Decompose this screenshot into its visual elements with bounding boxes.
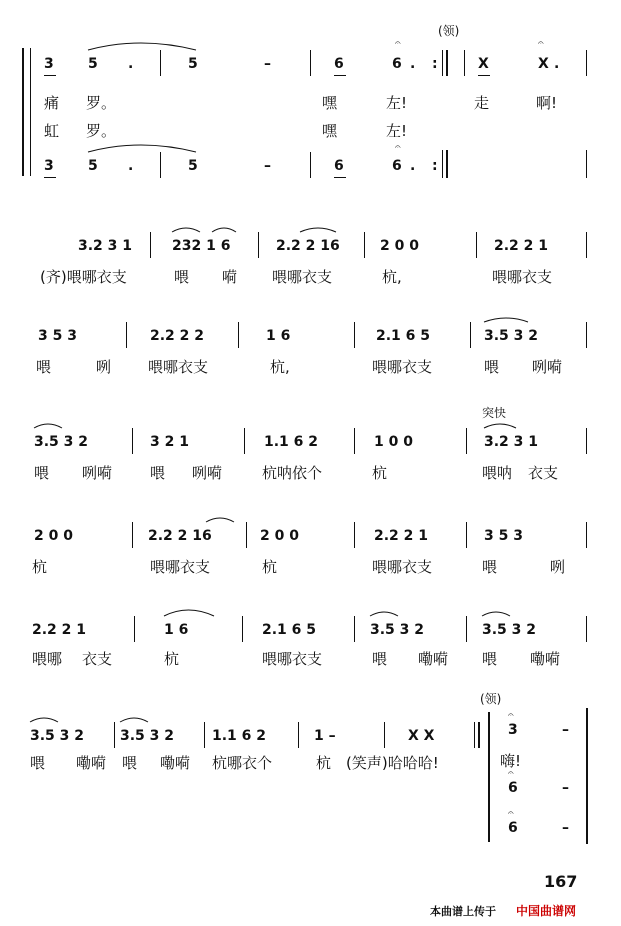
lyric: 杭哪衣个: [212, 754, 273, 772]
lyric: 嘞嗬: [530, 650, 561, 668]
measure-notes: 2.2 2 2: [150, 328, 205, 344]
lyric: 喂: [484, 358, 500, 376]
site-logo: 中国曲谱网: [516, 904, 577, 918]
lyric: 喂: [174, 268, 190, 286]
lyric: 咧嗬: [192, 464, 223, 482]
lyric: 虹: [44, 122, 60, 140]
lyric: 罗。: [86, 122, 117, 140]
lyric: (齐)喂哪衣支: [40, 268, 127, 286]
measure-notes: 3.5 3 2: [482, 622, 537, 638]
measure-notes: 3.5 3 2: [120, 728, 175, 744]
measure-notes: 2 0 0: [260, 528, 299, 544]
footer-text: 本曲谱上传于: [430, 905, 496, 918]
measure-notes: 2.2 2 1: [32, 622, 87, 638]
lyric: 杭,: [270, 358, 290, 376]
svg-text:𝄐: 𝄐: [538, 38, 544, 49]
measure-notes: 1.1 6 2: [212, 728, 267, 744]
lyric: 杭: [316, 754, 332, 772]
lyric: 衣支: [82, 650, 113, 668]
note: X: [538, 56, 549, 72]
dash: –: [264, 56, 271, 72]
lyric: 喂: [30, 754, 46, 772]
lyric: 杭: [262, 558, 278, 576]
lyric: 杭: [164, 650, 180, 668]
lyric: 杭: [372, 464, 388, 482]
note: X: [478, 56, 489, 72]
lyric: 罗。: [86, 94, 117, 112]
note: 6: [508, 780, 518, 796]
lyric: 喂: [482, 650, 498, 668]
leader-label: (领): [480, 692, 502, 706]
measure-notes: 1.1 6 2: [264, 434, 319, 450]
measure-notes: 1 6: [164, 622, 189, 638]
note: 6: [392, 158, 402, 174]
measure-notes: 2.2 2 16: [148, 528, 212, 544]
lyric: 喂哪衣支: [272, 268, 333, 286]
note: 6: [334, 56, 344, 72]
dash: –: [264, 158, 271, 174]
lyric: 喂: [36, 358, 52, 376]
measure-notes: 2 0 0: [380, 238, 419, 254]
measure-notes: 1 –: [314, 728, 336, 744]
lyric: 左!: [386, 94, 408, 112]
measure-notes: 2.2 2 1: [494, 238, 549, 254]
lyric: (笑声)哈哈哈!: [346, 754, 439, 772]
lyric: 嘞嗬: [418, 650, 449, 668]
measure-notes: 1 6: [266, 328, 291, 344]
svg-text:𝄐: 𝄐: [508, 768, 514, 779]
page-number: 167: [544, 872, 578, 891]
note: 3: [508, 722, 518, 738]
measure-notes: 2 0 0: [34, 528, 73, 544]
lyric: 喂哪衣支: [492, 268, 553, 286]
note: 5: [188, 158, 198, 174]
lyric: 痛: [44, 94, 60, 112]
measure-notes: 3 5 3: [38, 328, 77, 344]
lyric: 喂: [372, 650, 388, 668]
lyric: 喂哪衣支: [148, 358, 209, 376]
measure-notes: 3.5 3 2: [484, 328, 539, 344]
lyric: 喂哪衣支: [150, 558, 211, 576]
note: 6: [334, 158, 344, 174]
measure-notes: 3 2 1: [150, 434, 189, 450]
svg-text:𝄐: 𝄐: [395, 142, 401, 153]
lyric: 嘿: [322, 122, 338, 140]
repeat-colon: :: [432, 158, 438, 174]
lyric: 喂哪衣支: [262, 650, 323, 668]
dash: –: [562, 722, 569, 738]
lyric: 杭呐依个: [262, 464, 323, 482]
lyric: 咧: [96, 358, 112, 376]
tempo-marking: 突快: [482, 406, 507, 420]
lyric: 喂: [34, 464, 50, 482]
measure-notes: 3.5 3 2: [370, 622, 425, 638]
note-dot: .: [410, 158, 416, 174]
note-dot: .: [554, 56, 560, 72]
lyric: 走: [474, 94, 490, 112]
lyric: 嘞嗬: [76, 754, 107, 772]
lyric: 喂: [150, 464, 166, 482]
lyric: 嗨!: [500, 752, 522, 770]
measure-notes: 1 0 0: [374, 434, 413, 450]
measure-notes: 2.1 6 5: [376, 328, 431, 344]
lyric: 左!: [386, 122, 408, 140]
measure-notes: 2.1 6 5: [262, 622, 317, 638]
note: 5: [188, 56, 198, 72]
note-dot: .: [128, 56, 134, 72]
dash: –: [562, 780, 569, 796]
measure-notes: 3.2 3 1: [484, 434, 539, 450]
measure-notes: 3.2 3 1: [78, 238, 133, 254]
lyric: 喂哪: [32, 650, 63, 668]
measure-notes: 232 1 6: [172, 238, 231, 254]
lyric: 衣支: [528, 464, 559, 482]
lyric: 啊!: [536, 94, 558, 112]
lyric: 咧嗬: [532, 358, 563, 376]
note: 3: [44, 158, 54, 174]
lyric: 杭: [32, 558, 48, 576]
note: 3: [44, 56, 54, 72]
measure-notes: 2.2 2 16: [276, 238, 340, 254]
note: 5: [88, 158, 98, 174]
lyric: 嘿: [322, 94, 338, 112]
note: 6: [508, 820, 518, 836]
lyric: 嗬: [222, 268, 238, 286]
lyric: 喂哪衣支: [372, 358, 433, 376]
note: 6: [392, 56, 402, 72]
lyric: 杭,: [382, 268, 402, 286]
svg-text:𝄐: 𝄐: [508, 808, 514, 819]
lyric: 喂: [122, 754, 138, 772]
lyric: 咧: [550, 558, 566, 576]
lyric: 喂: [482, 558, 498, 576]
measure-notes: 3.5 3 2: [34, 434, 89, 450]
note: 5: [88, 56, 98, 72]
svg-text:𝄐: 𝄐: [395, 38, 401, 49]
lyric: 咧嗬: [82, 464, 113, 482]
leader-label: (领): [438, 24, 460, 38]
repeat-colon: :: [432, 56, 438, 72]
svg-text:𝄐: 𝄐: [508, 710, 514, 721]
measure-notes: X X: [408, 728, 435, 744]
note-dot: .: [128, 158, 134, 174]
lyric: 嘞嗬: [160, 754, 191, 772]
measure-notes: 2.2 2 1: [374, 528, 429, 544]
note-dot: .: [410, 56, 416, 72]
lyric: 喂呐: [482, 464, 513, 482]
dash: –: [562, 820, 569, 836]
measure-notes: 3.5 3 2: [30, 728, 85, 744]
lyric: 喂哪衣支: [372, 558, 433, 576]
measure-notes: 3 5 3: [484, 528, 523, 544]
